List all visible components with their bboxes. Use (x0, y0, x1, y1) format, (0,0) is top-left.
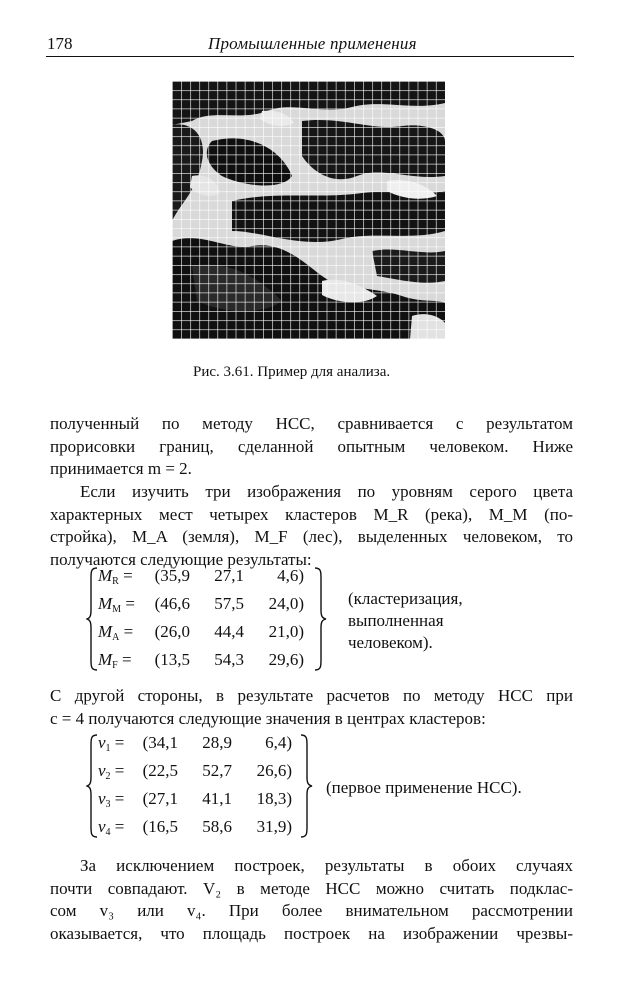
system1-note (348, 588, 463, 654)
row-subscript: 1 (105, 743, 111, 754)
row-symbol: v (98, 789, 106, 808)
paragraph-4 (50, 855, 573, 945)
value-2: 44,4 (214, 622, 244, 641)
value-1: (22,5 (142, 761, 178, 780)
value-2: 57,5 (214, 594, 244, 613)
text-line: С другой стороны, в результате расчетов по методу НСС при (50, 686, 573, 705)
row-subscript: F (112, 660, 118, 671)
system2-row-2: $v_3$ = (27,1 41,1 18,3) (98, 789, 292, 810)
text-line: Если изучить три изображения по уровням серого цвета (80, 482, 573, 501)
text-line: оказывается, что площадь построек на изображении чрезвы- (50, 923, 573, 943)
paragraph-3 (50, 685, 573, 730)
row-symbol: M (98, 622, 113, 641)
value-1: (35,9 (154, 566, 190, 585)
text-line: c = 4 получаются следующие значения в центрах кластеров: (50, 708, 486, 728)
value-2: 58,6 (202, 817, 232, 836)
text-line: сом v₃ или v₄. При более внимательном рассмотрении (50, 901, 573, 920)
aerial-image-figure (172, 81, 445, 339)
row-symbol: v (98, 761, 106, 780)
row-symbol: M (98, 566, 113, 585)
text-line: За исключением построек, результаты в обоих случаях (80, 856, 573, 875)
note-line: выполненная (348, 611, 444, 630)
row-subscript: M (112, 604, 122, 615)
value-3: 18,3) (256, 789, 292, 808)
row-subscript: 3 (105, 799, 111, 810)
value-3: 24,0) (268, 594, 304, 613)
system2-row-3: $v_4$ = (16,5 58,6 31,9) (98, 817, 292, 838)
value-2: 52,7 (202, 761, 232, 780)
text-line: полученный по методу НСС, сравнивается с результатом (50, 414, 573, 433)
value-2: 28,9 (202, 733, 232, 752)
paragraph-2 (50, 481, 573, 571)
left-brace (86, 566, 98, 672)
equation-system-human (86, 566, 586, 676)
text-line: прорисовки границ, сделанной опытным человеком. Ниже (50, 436, 573, 456)
paragraph-1 (50, 413, 573, 481)
value-2: 41,1 (202, 789, 232, 808)
figure-caption: Рис. 3.61. Пример для анализа. (193, 364, 391, 380)
text-line: принимается m = 2. (50, 459, 192, 478)
value-3: 26,6) (256, 761, 292, 780)
value-3: 21,0) (268, 622, 304, 641)
note-line: человеком). (348, 633, 433, 652)
value-1: (16,5 (142, 817, 178, 836)
value-1: (34,1 (142, 733, 178, 752)
system2-row-0: $v_1$ = (34,1 28,9 6,4) (98, 733, 292, 754)
value-1: (46,6 (154, 594, 190, 613)
row-symbol: v (98, 733, 106, 752)
system2-row-1: $v_2$ = (22,5 52,7 26,6) (98, 761, 292, 782)
value-3: 29,6) (268, 650, 304, 669)
equation-system-hcm (86, 733, 586, 843)
row-subscript: 4 (105, 827, 111, 838)
row-subscript: A (112, 632, 120, 643)
system2-note: (первое применение НСС). (326, 778, 522, 797)
value-1: (13,5 (154, 650, 190, 669)
system1-row-1: $M_M$ = (46,6 57,5 24,0) (98, 594, 304, 615)
system1-row-3: $M_F$ = (13,5 54,3 29,6) (98, 650, 304, 671)
header-rule (46, 56, 574, 57)
row-symbol: v (98, 817, 106, 836)
text-line: получаются следующие результаты: (50, 549, 312, 569)
value-3: 6,4) (265, 733, 292, 752)
value-3: 31,9) (256, 817, 292, 836)
right-brace (314, 566, 328, 672)
left-brace (86, 733, 98, 839)
value-1: (27,1 (142, 789, 178, 808)
text-line: почти совпадают. V₂ в методе НСС можно считать подклас- (50, 878, 573, 898)
value-2: 27,1 (214, 566, 244, 585)
row-subscript: 2 (105, 771, 111, 782)
text-line: стройка), M_A (земля), M_F (лес), выделенных человеком, то (50, 527, 573, 546)
right-brace (300, 733, 314, 839)
value-3: 4,6) (277, 566, 304, 585)
page-number: 178 (47, 34, 73, 53)
value-1: (26,0 (154, 622, 190, 641)
text-line: характерных мест четырех кластеров M_R (река), M_M (по- (50, 504, 573, 524)
row-subscript: R (112, 576, 119, 587)
system1-row-0: $M_R$ = (35,9 27,1 4,6) (98, 566, 304, 587)
note-line: (кластеризация, (348, 589, 463, 608)
row-symbol: M (98, 650, 113, 669)
row-symbol: M (98, 594, 113, 613)
value-2: 54,3 (214, 650, 244, 669)
system1-row-2: $M_A$ = (26,0 44,4 21,0) (98, 622, 304, 643)
running-title: Промышленные применения (208, 34, 417, 53)
